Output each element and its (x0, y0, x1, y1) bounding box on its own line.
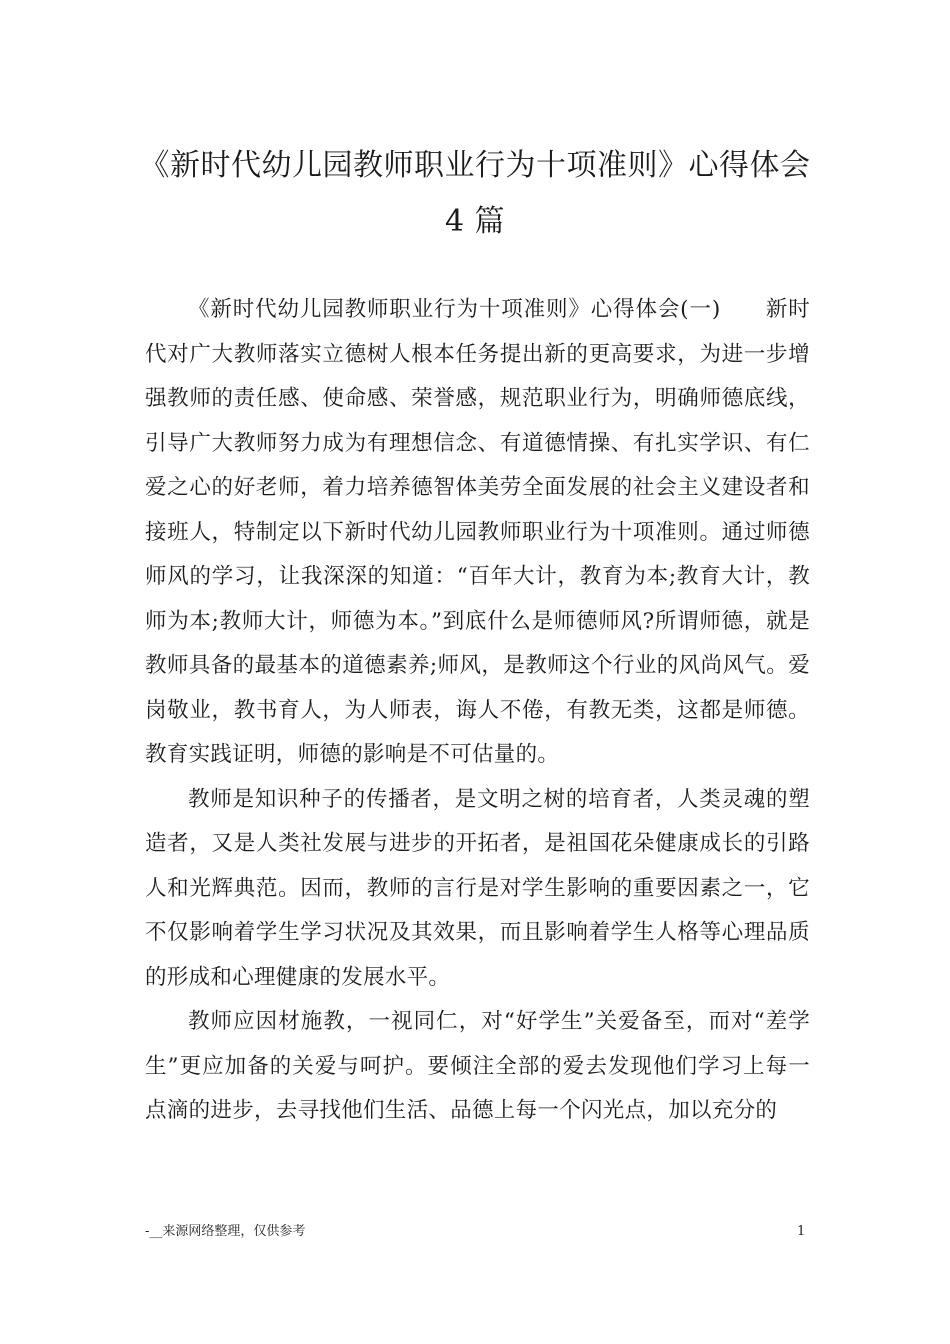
document-body (145, 288, 810, 1134)
footer-source-note: -__来源网络整理，仅供参考 (145, 1224, 306, 1239)
paragraph: 《新时代幼儿园教师职业行为十项准则》心得体会(一) 新时代对广大教师落实立德树人根本任务提出新的更高要求，为进一步增强教师的责任感、使命感、荣誉感，规范职业行为，明确师德底线，引导广大教师努力成为有理想信念、有道德情操、有扎实学识、有仁爱之心的好老师，着力培养德智体美劳全面发展的社会主义建设者和接班人，特制定以下新时代幼儿园教师职业行为十项准则。通过师德师风的学习，让我深深的知道：“百年大计，教育为本;教育大计，教师为本;教师大计，师德为本。”到底什么是师德师风?所谓师德，就是教师具备的最基本的道德素养;师风，是教师这个行业的风尚风气。爱岗敬业，教书育人，为人师表，诲人不倦，有教无类，这都是师德。教育实践证明，师德的影响是不可估量的。 (145, 297, 810, 767)
paragraph: 教师应因材施教，一视同仁，对“好学生”关爱备至，而对“差学生”更应加备的关爱与呵护。要倾注全部的爱去发现他们学习上每一点滴的进步，去寻找他们生活、品德上每一个闪光点，加以充分的 (145, 1009, 810, 1123)
paragraph: 教师是知识种子的传播者，是文明之树的培育者，人类灵魂的塑造者，又是人类社发展与进步的开拓者，是祖国花朵健康成长的引路人和光辉典范。因而，教师的言行是对学生影响的重要因素之一，它不仅影响着学生学习状况及其效果，而且影响着学生人格等心理品质的形成和心理健康的发展水平。 (145, 786, 810, 990)
page-number: 1 (797, 1224, 806, 1239)
document-title: 《新时代幼儿园教师职业行为十项准则》心得体会 4 篇 (139, 148, 811, 239)
